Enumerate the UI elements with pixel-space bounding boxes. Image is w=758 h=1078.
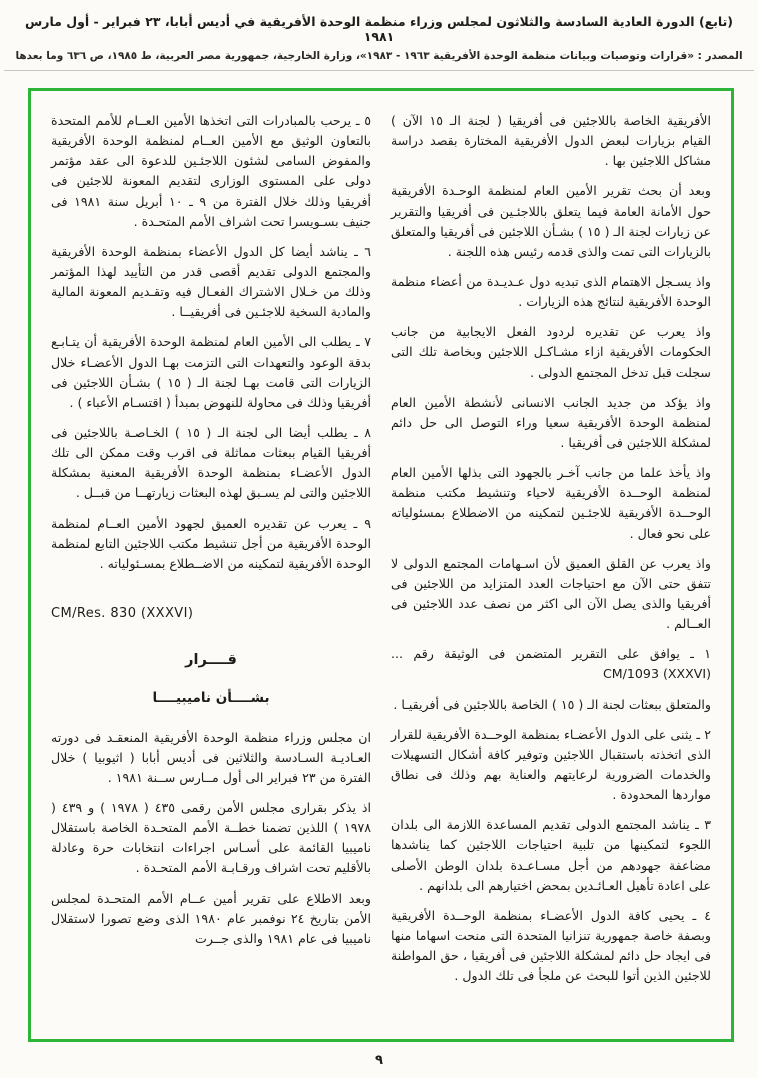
paragraph: واذ يؤكد من جديد الجانب الانسانى لأنشطة الأمين العام لمنظمة الوحدة الأفريقية سعيا وراء التوصل الى حل دائم لمشكلة اللاجئين فى أفريقيا . xyxy=(391,394,711,450)
paragraph: وبعد الاطلاع على تقرير أمين عــام الأمم المتحـدة لمجلس الأمن بتاريخ ٢٤ نوفمبر عام ١٩٨٠ الذى وضع تصورا لاستقلال ناميبيا فى عام ١٩٨١ والذى جــرت xyxy=(51,890,371,946)
paragraph: واذ يأخذ علما من جانب آخـر بالجهود التى بذلها الأمين العام لمنظمة الوحــدة الأفريقية لاحياء وتنشيط مكتب منظمة الوحــدة الأفريقية للاجئـين لتمكينه من الاضطلاع بمسئولياته على نحو فعال . xyxy=(391,465,711,541)
resolution-title: قــــرار xyxy=(185,651,237,668)
paragraph: ٩ ـ يعرب عن تقديره العميق لجهود الأمين العــام لمنظمة الوحدة الأفريقية من أجل تنشيط مكتب اللاجئين التابع لمنظمة الوحدة الأفريقية لتمكينه من الاضــطلاع بمسـئولياته . xyxy=(51,515,371,571)
paragraph: ٣ ـ يناشد المجتمع الدولى تقديم المساعدة اللازمة الى بلدان اللجوء لتمكينها من تلبية احتياجات اللاجئين كما يناشدها مضاعفة جهودهم من أجل مسـاعـدة بلدان الوطن الأصلى على اعادة تأهيل العـائـدين بمحض اختيارهم الى بلدانهم . xyxy=(391,817,711,893)
resolution-subject: بشــــأن ناميبيــــا xyxy=(152,689,270,706)
paragraph: واذ يعرب عن تقديره لردود الفعل الايجابية من جانب الحكومات الأفريقية ازاء مشـاكـل اللاجئين وبخاصة تلك التى سجلت قبل تدخل المجتمع الدولى . xyxy=(391,324,711,380)
paragraph: الأفريقية الخاصة باللاجئين فى أفريقيا ( لجنة الـ ١٥ الآن ) القيام بزيارات لبعض الدول الأفريقية المختارة بقصد دراسة مشاكل اللاجئين بها . xyxy=(391,113,711,169)
left-column xyxy=(51,111,371,1023)
page-number: ٩ xyxy=(375,1053,383,1068)
paragraph: ان مجلس وزراء منظمة الوحدة الأفريقية المنعقـد فى دورته العـاديـة السـادسة والثلاثين فى أديس أبابا ( اثيوبيا ) خلال الفترة من ٢٣ فبراير الى أول مــارس ســنة ١٩٨١ . xyxy=(51,729,371,785)
header-source-line: المصدر : «قرارات وتوصيات وبيانات منظمة الوحدة الأفريقية ١٩٦٣ - ١٩٨٣»، وزارة الخارجية، جمهورية مصر العربية، ط ١٩٨٥، ص ٦٣٦ وما بعدها xyxy=(15,50,743,62)
right-column xyxy=(391,111,711,1023)
paragraph: ١ ـ يوافق على التقرير المتضمن فى الوثيقة رقم ... CM/1093 (XXXVI) xyxy=(391,646,711,682)
paragraph: ٢ ـ يثنى على الدول الأعضـاء بمنظمة الوحــدة الأفريقية للقرار الذى اتخذته باستقبال اللاجئين وتوفير كافة أشكال التسهيلات والخدمات الضرورية لرعايتهم والعناية بهم وذلك فى نطاق مواردها المحدودة . xyxy=(391,726,711,803)
page-header xyxy=(4,0,754,71)
two-column-layout xyxy=(51,111,711,1023)
resolution-number: CM/Res. 830 (XXXVI) xyxy=(51,605,194,621)
paragraph: ٥ ـ يرحب بالمبادرات التى اتخذها الأمين العــام للأمم المتحدة بالتعاون الوثيق مع الأمين العــام لمنظمة الوحدة الأفريقية والمفوض السامى لشئون اللاجئـين للدعوة الى عقد مؤتمر دولى على المستوى الوزارى لتقديم المعونة للاجئين فى أفريقيا وذلك خلال الفترة من ٩ ـ ١٠ أبريل سنة ١٩٨١ فى جنيف بسـويسرا تحت اشراف الأمم المتحـدة . xyxy=(51,113,371,229)
paragraph: ٦ ـ يناشد أيضا كل الدول الأعضاء بمنظمة الوحدة الأفريقية والمجتمع الدولى تقديم أقصى قدر من التأييد لهذا المؤتمر وذلك من خـلال الاشتراك الفعـال فيه وتقـديم المعونة المالية والمادية السخية للاجئـين فى أفريقيــا . xyxy=(51,243,371,320)
page-footer xyxy=(0,1049,758,1068)
content-frame xyxy=(28,88,734,1042)
paragraph: ٧ ـ يطلب الى الأمين العام لمنظمة الوحدة الأفريقية أن يتـابـع بدقة الوعود والتعهدات التى التزمت بهـا الدول الأعضـاء خلال الزيارات التى قامت بهـا لجنة الـ ( ١٥ ) بشـأن اللاجئين فى أفريقيا وذلك فى محاولة للنهوض بمبدأ ( اقتسـام الأعباء ) . xyxy=(51,334,372,410)
paragraph: وبعد أن بحث تقرير الأمين العام لمنظمة الوحـدة الأفريقية حول الأمانة العامة فيما يتعلق باللاجئـين فى أفريقيا والتقرير عن زيارات لجنة الـ ( ١٥ ) بشـأن اللاجئين فى أفريقيا والمتعلق بالزيارات التى تمت والذى قدمه رئيس هذه اللجنة . xyxy=(391,183,712,259)
paragraph: ٨ ـ يطلب أيضا الى لجنة الـ ( ١٥ ) الخـاصـة باللاجئين فى أفريقيا القيام ببعثات مماثلة فى اقرب وقت ممكن الى تلك الدول الأعضـاء بمنظمة الوحدة الأفريقية المعنية بمشكلة اللاجئين والتى لم يسـبق لهذه البعثات زيارتهــا من قبــل . xyxy=(51,424,371,501)
paragraph: واذ يسـجل الاهتمام الذى تبديه دول عـديـدة من أعضاء منظمة الوحدة الأفريقية لنتائج هذه الزيارات . xyxy=(391,273,711,310)
paragraph: اذ يذكر بقرارى مجلس الأمن رقمى ٤٣٥ ( ١٩٧٨ ) و ٤٣٩ ( ١٩٧٨ ) اللذين تضمنا خطــة الأمم المتحـدة الخاصة باستقلال ناميبيا القائمة على أسـاس اجراءات انتخابات حرة وعادلة بالأقليم تحت اشراف ورقـابـة الأمم المتحـدة . xyxy=(51,799,371,876)
header-session-title: (تابع) الدورة العادية السادسة والثلاثون لمجلس وزراء منظمة الوحدة الأفريقية في أديس أبابا، ٢٣ فبراير - أول مارس ١٩٨١ xyxy=(25,14,733,44)
paragraph: ٤ ـ يحيى كافة الدول الأعضـاء بمنظمة الوحــدة الأفريقية وبصفة خاصة جمهورية تنزانيا المتحدة التى منحت اسهاما منها فى ايجاد حل دائم لمشكلة اللاجئين فى أفريقيا ، حق المواطنة للاجئين الذين أتوا للبحث عن ملجأ فى تلك الدول . xyxy=(391,907,711,984)
paragraph: واذ يعرب عن القلق العميق لأن اسـهامات المجتمع الدولى لا تتفق حتى الآن مع احتياجات العدد المتزايد من اللاجئين فى أفريقيا والذى يصل الآن الى اكثر من نصف عدد اللاجئين فى العــالم . xyxy=(391,555,711,632)
paragraph: والمتعلق ببعثات لجنة الـ ( ١٥ ) الخاصة باللاجئين فى أفريقيـا . xyxy=(393,696,711,712)
